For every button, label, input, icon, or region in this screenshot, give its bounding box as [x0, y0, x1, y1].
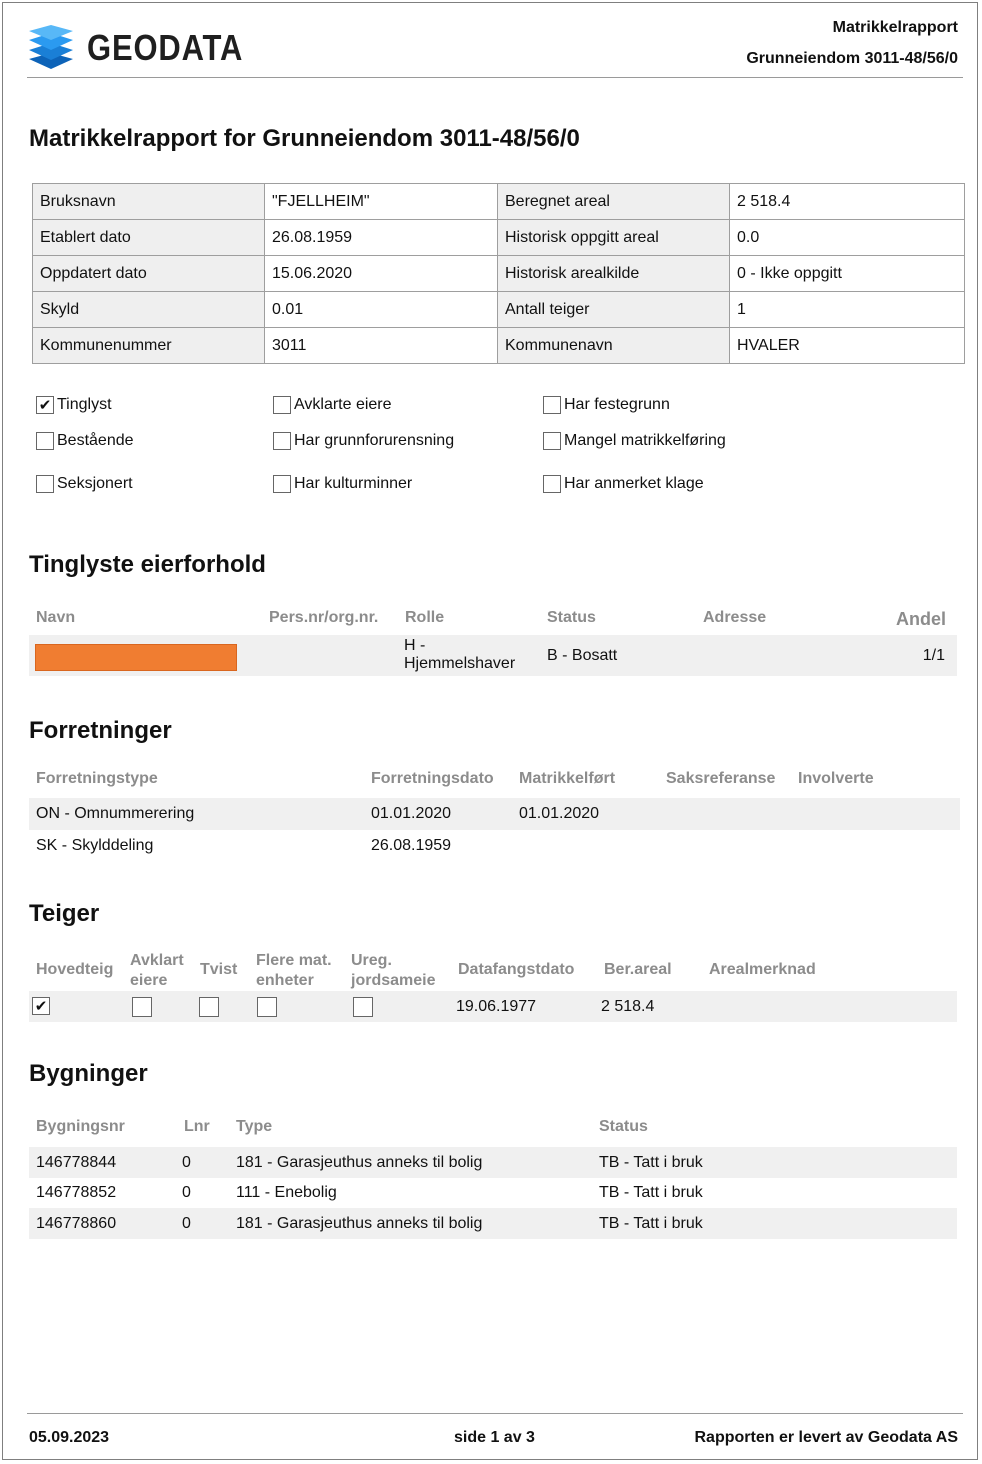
tx-type: ON - Omnummerering — [36, 805, 195, 822]
flag-mangel-matrikkelforing — [543, 432, 726, 450]
bld-col-type: Type — [236, 1118, 273, 1135]
bld-lnr: 0 — [182, 1215, 191, 1232]
parcel-capture-date: 19.06.1977 — [456, 998, 537, 1015]
tx-col-date: Forretningsdato — [371, 770, 494, 787]
bld-status: TB - Tatt i bruk — [599, 1215, 703, 1232]
owner-role-line2: Hjemmelshaver — [404, 655, 516, 672]
info-value: HVALER — [730, 328, 965, 364]
footer-divider — [27, 1413, 963, 1414]
flag-har-grunnforurensning — [273, 432, 454, 450]
owner-role — [404, 637, 515, 673]
tx-date: 01.01.2020 — [371, 805, 452, 822]
flag-har-anmerket-klage — [543, 475, 704, 493]
table-row — [33, 328, 965, 364]
flag-checkbox — [543, 475, 561, 493]
parcel-main-checkbox — [32, 997, 50, 1015]
parcel-dispute-checkbox — [199, 997, 219, 1017]
bld-type: 111 - Enebolig — [236, 1184, 337, 1201]
flag-label: Seksjonert — [57, 475, 133, 492]
bld-type: 181 - Garasjeuthus anneks til bolig — [236, 1154, 483, 1171]
info-value: "FJELLHEIM" — [265, 184, 498, 220]
header-report-type: Matrikkelrapport — [832, 19, 958, 36]
footer-date: 05.09.2023 — [29, 1429, 110, 1446]
transactions-heading: Forretninger — [29, 717, 172, 744]
parcel-col-area-note: Arealmerknad — [709, 961, 816, 978]
parcel-col-owners — [130, 951, 184, 991]
bld-col-lnr: Lnr — [184, 1118, 210, 1135]
parcel-unreg-checkbox — [353, 997, 373, 1017]
flag-label: Har festegrunn — [564, 396, 670, 413]
table-row — [29, 1208, 957, 1239]
parcel-col-multi-l1: Flere mat. — [256, 952, 332, 969]
flag-checkbox — [543, 396, 561, 414]
info-key: Kommunenummer — [33, 328, 265, 364]
flag-seksjonert — [36, 475, 133, 493]
info-key: Bruksnavn — [33, 184, 265, 220]
table-row — [33, 292, 965, 328]
table-row — [29, 1147, 957, 1178]
parcel-col-unreg-l1: Ureg. — [351, 952, 392, 969]
bld-col-status: Status — [599, 1118, 648, 1135]
info-key: Oppdatert dato — [33, 256, 265, 292]
owners-col-rolle: Rolle — [405, 609, 445, 626]
owner-share: 1/1 — [922, 647, 945, 664]
info-value: 0.01 — [265, 292, 498, 328]
owners-col-navn: Navn — [36, 609, 76, 626]
header-property-id: Grunneiendom 3011-48/56/0 — [746, 50, 958, 67]
parcel-col-owners-l1: Avklart — [130, 952, 184, 969]
footer-page: side 1 av 3 — [454, 1429, 535, 1446]
header-divider — [27, 77, 963, 78]
flag-checkbox — [273, 432, 291, 450]
parcel-col-multi — [256, 951, 332, 991]
parcel-col-main: Hovedteig — [36, 961, 114, 978]
flag-checkbox — [36, 396, 54, 414]
geodata-logo-icon — [25, 23, 85, 73]
info-value: 0.0 — [730, 220, 965, 256]
info-value: 2 518.4 — [730, 184, 965, 220]
info-value: 1 — [730, 292, 965, 328]
parcel-col-unreg-l2: jordsameie — [351, 972, 436, 989]
info-key: Kommunenavn — [498, 328, 730, 364]
owner-role-line1: H - — [404, 637, 426, 654]
owners-col-adresse: Adresse — [703, 609, 767, 626]
flag-label: Har anmerket klage — [564, 475, 704, 492]
parcel-col-area: Ber.areal — [604, 961, 672, 978]
flag-label: Bestående — [57, 432, 134, 449]
flag-avklarte-eiere — [273, 396, 392, 414]
flag-checkbox — [36, 432, 54, 450]
flag-checkbox — [273, 396, 291, 414]
bld-nr: 146778844 — [36, 1154, 117, 1171]
flag-har-festegrunn — [543, 396, 670, 414]
flag-checkbox — [273, 475, 291, 493]
checkmark-icon: ✔ — [38, 396, 52, 414]
page-title: Matrikkelrapport for Grunneiendom 3011-48/56/0 — [29, 125, 580, 152]
buildings-heading: Bygninger — [29, 1060, 148, 1087]
flag-har-kulturminner — [273, 475, 412, 493]
tx-col-registered: Matrikkelført — [519, 770, 616, 787]
table-row — [33, 184, 965, 220]
tx-date: 26.08.1959 — [371, 837, 452, 854]
table-row — [33, 256, 965, 292]
tx-col-reference: Saksreferanse — [666, 770, 776, 787]
bld-type: 181 - Garasjeuthus anneks til bolig — [236, 1215, 483, 1232]
info-value: 26.08.1959 — [265, 220, 498, 256]
parcel-col-unreg — [351, 951, 435, 991]
bld-nr: 146778860 — [36, 1215, 117, 1232]
info-value: 15.06.2020 — [265, 256, 498, 292]
flag-checkbox — [543, 432, 561, 450]
tx-registered: 01.01.2020 — [519, 805, 600, 822]
flag-tinglyst — [36, 396, 112, 414]
parcel-col-multi-l2: enheter — [256, 972, 314, 989]
info-key: Historisk arealkilde — [498, 256, 730, 292]
redacted-owner-name — [35, 644, 237, 671]
bld-lnr: 0 — [182, 1154, 191, 1171]
info-value: 3011 — [265, 328, 498, 364]
tx-col-involved: Involverte — [798, 770, 874, 787]
parcel-col-capture-date: Datafangstdato — [458, 961, 575, 978]
flag-bestaende — [36, 432, 134, 450]
checkmark-icon: ✔ — [34, 997, 48, 1015]
owners-col-andel: Andel — [895, 609, 946, 629]
info-value: 0 - Ikke oppgitt — [730, 256, 965, 292]
property-info-table — [32, 183, 965, 364]
info-key: Antall teiger — [498, 292, 730, 328]
tx-col-type: Forretningstype — [36, 770, 158, 787]
owners-col-persnr: Pers.nr/org.nr. — [269, 609, 379, 626]
parcel-owners-checkbox — [132, 997, 152, 1017]
footer-credit: Rapporten er levert av Geodata AS — [694, 1429, 958, 1446]
info-key: Historisk oppgitt areal — [498, 220, 730, 256]
owners-col-status: Status — [547, 609, 596, 626]
parcel-multi-checkbox — [257, 997, 277, 1017]
bld-status: TB - Tatt i bruk — [599, 1184, 703, 1201]
report-page — [2, 2, 978, 1460]
parcel-col-owners-l2: eiere — [130, 972, 168, 989]
parcel-col-dispute: Tvist — [200, 961, 238, 978]
owner-status: B - Bosatt — [547, 647, 618, 664]
bld-nr: 146778852 — [36, 1184, 117, 1201]
bld-col-nr: Bygningsnr — [36, 1118, 125, 1135]
flag-label: Mangel matrikkelføring — [564, 432, 726, 449]
owners-heading: Tinglyste eierforhold — [29, 551, 266, 578]
table-row — [33, 220, 965, 256]
info-key: Etablert dato — [33, 220, 265, 256]
info-key: Skyld — [33, 292, 265, 328]
flag-label: Tinglyst — [57, 396, 112, 413]
flag-label: Avklarte eiere — [294, 396, 392, 413]
info-key: Beregnet areal — [498, 184, 730, 220]
bld-status: TB - Tatt i bruk — [599, 1154, 703, 1171]
tx-type: SK - Skylddeling — [36, 837, 154, 854]
logo-text: GEODATA — [87, 27, 244, 68]
bld-lnr: 0 — [182, 1184, 191, 1201]
flag-checkbox — [36, 475, 54, 493]
parcel-area: 2 518.4 — [601, 998, 655, 1015]
parcels-heading: Teiger — [29, 900, 100, 927]
flag-label: Har grunnforurensning — [294, 432, 455, 449]
flag-label: Har kulturminner — [294, 475, 413, 492]
